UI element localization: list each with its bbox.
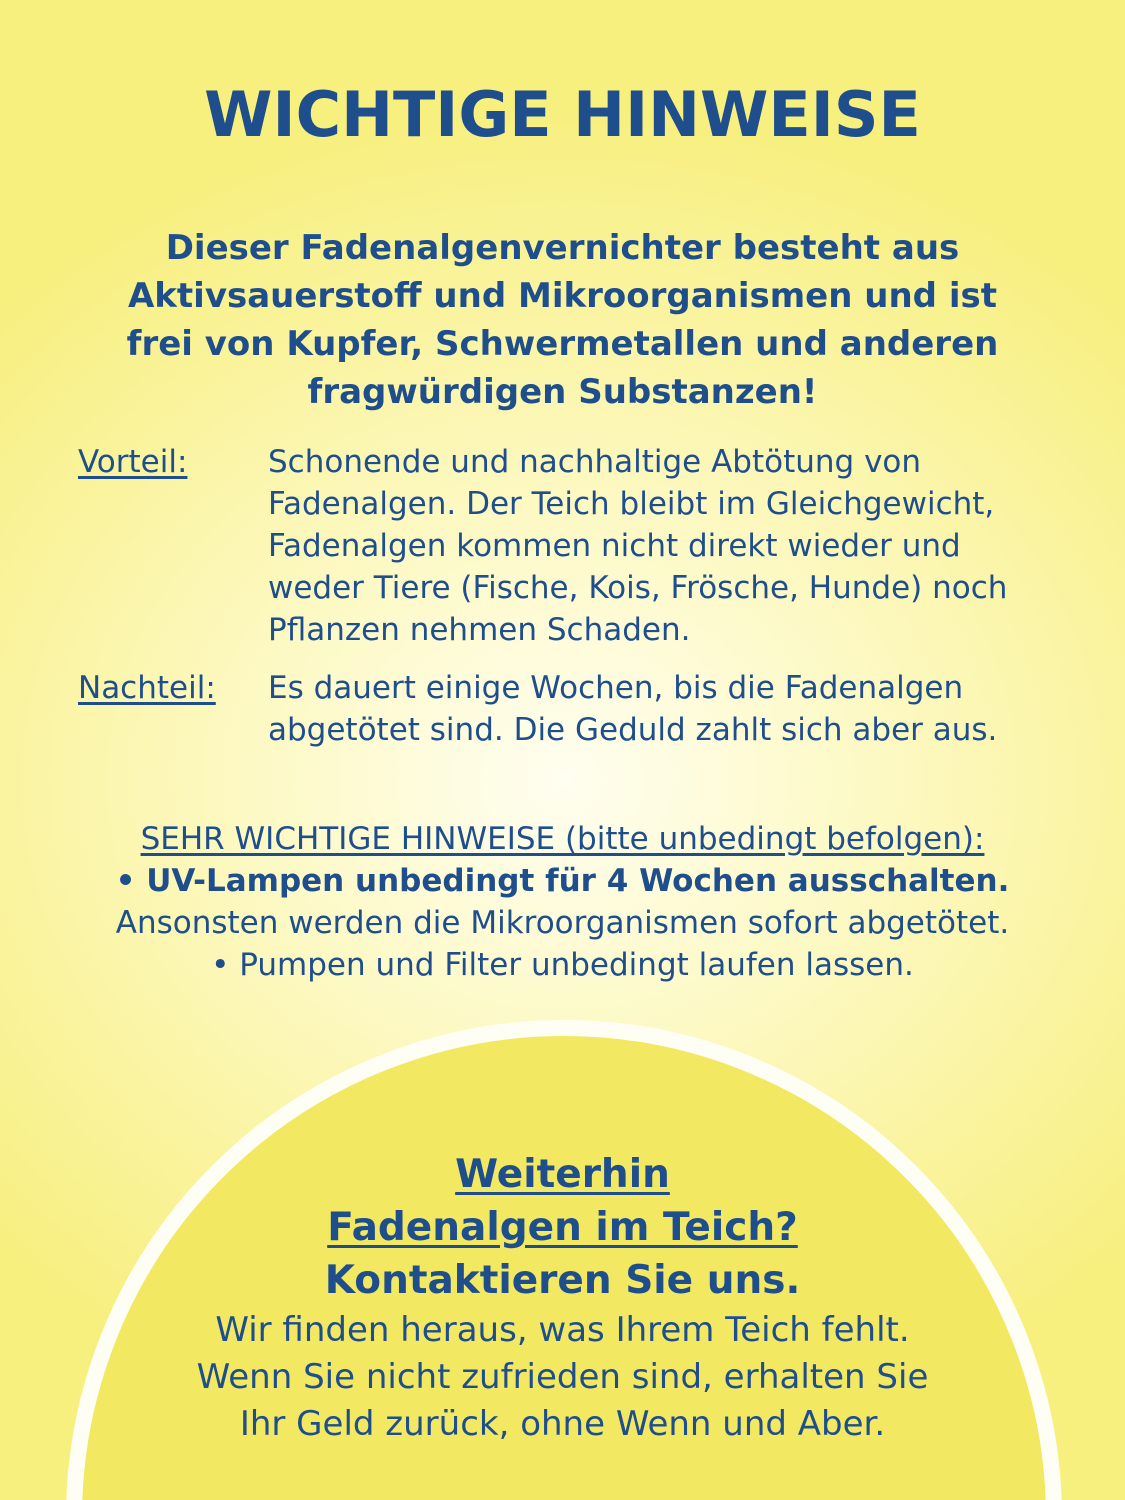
contact-heading-line: Weiterhin [455,1152,670,1197]
notes-heading: SEHR WICHTIGE HINWEISE (bitte unbedingt befolgen): [140,821,985,857]
intro-line: Dieser Fadenalgenvernichter besteht aus [165,228,960,268]
advantage-line: Pflanzen nehmen Schaden. [268,612,691,648]
important-notes [0,818,1125,986]
contact-body-line: Wir finden heraus, was Ihrem Teich fehlt. [215,1310,910,1350]
intro-line: fragwürdigen Substanzen! [307,372,818,412]
advantage-line: weder Tiere (Fische, Kois, Frösche, Hunde) noch [268,570,1008,606]
advantage-label: Vorteil: [78,444,188,480]
intro-line: frei von Kupfer, Schwermetallen und anderen [126,324,999,364]
contact-body-line: Wenn Sie nicht zufrieden sind, erhalten Sie [196,1357,929,1397]
advantage-line: Schonende und nachhaltige Abtötung von [268,444,922,480]
advantage-line: Fadenalgen. Der Teich bleibt im Gleichgewicht, [268,486,995,522]
disadvantage-text [268,667,1078,751]
intro-statement [60,224,1065,416]
disadvantage-line: abgetötet sind. Die Geduld zahlt sich aber aus. [268,712,998,748]
disadvantage-row [78,667,1068,757]
contact-heading-line: Fadenalgen im Teich? [327,1205,798,1250]
advantage-line: Fadenalgen kommen nicht direkt wieder und [268,528,961,564]
disadvantage-line: Es dauert einige Wochen, bis die Fadenalgen [268,670,964,706]
advantage-row [78,441,1068,656]
contact-body-line: Ihr Geld zurück, ohne Wenn und Aber. [239,1404,886,1444]
disadvantage-label: Nachteil: [78,670,216,706]
uv-lamp-note: • UV-Lampen unbedingt für 4 Wochen ausschalten. [115,863,1010,899]
contact-cta: Kontaktieren Sie uns. [324,1258,801,1303]
contact-section [100,1148,1025,1448]
uv-lamp-detail: Ansonsten werden die Mikroorganismen sofort abgetötet. [115,905,1010,941]
page-title: WICHTIGE HINWEISE [204,78,921,151]
pump-filter-note: • Pumpen und Filter unbedingt laufen lassen. [211,947,914,983]
intro-line: Aktivsauerstoff und Mikroorganismen und ist [127,276,997,316]
advantage-text [268,441,1078,651]
